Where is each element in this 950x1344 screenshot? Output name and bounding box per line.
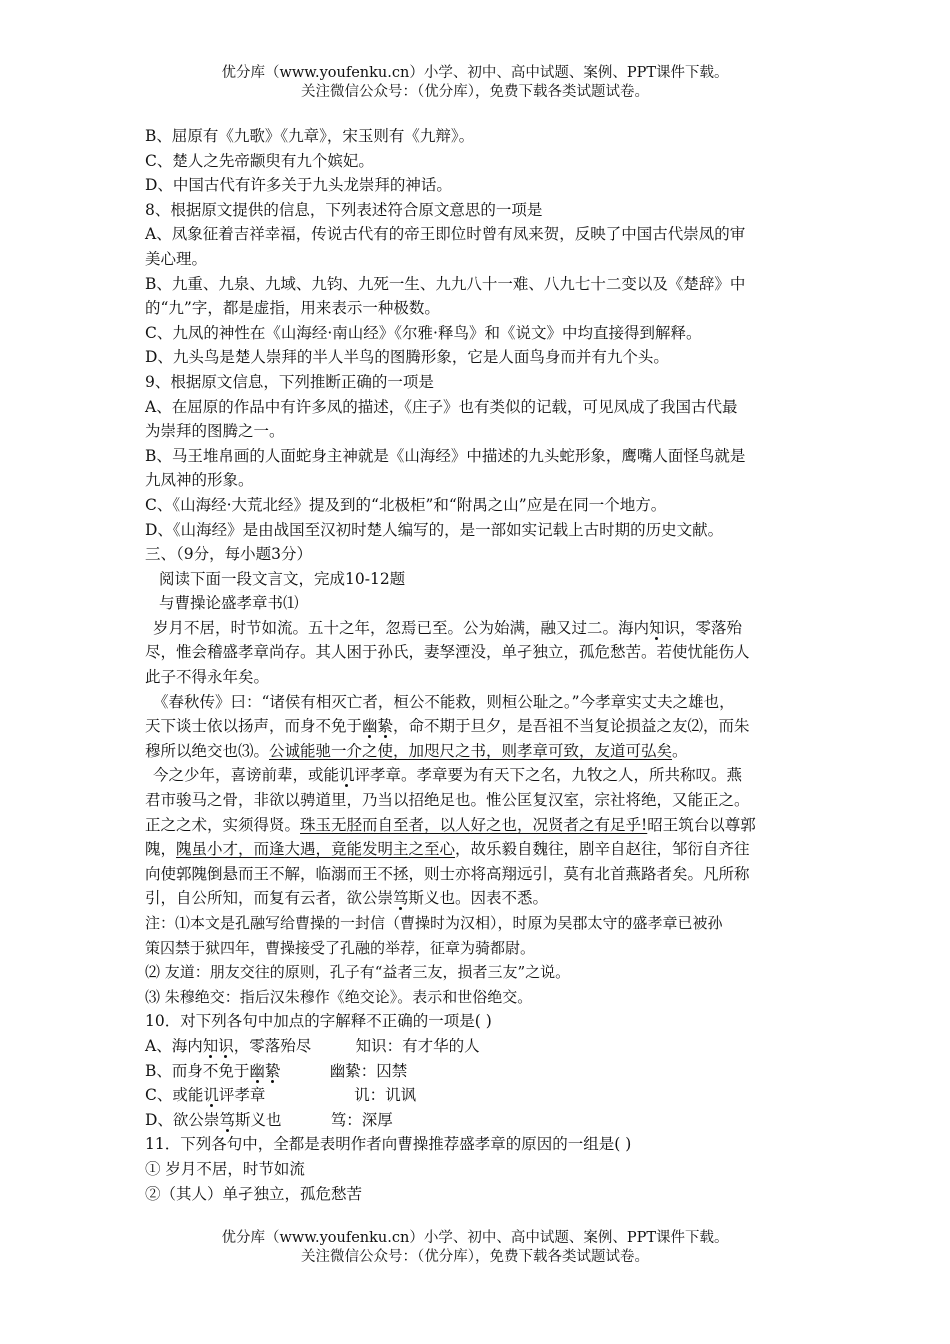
passage-line: 岁月不居，时节如流。五十之年，忽焉已至。公为始满，融又过二。海内知识，零落殆 [153,618,743,637]
passage-line: 穆所以绝交也⑶。公诚能驰一介之使，加咫尺之书，则孝章可致，友道可弘矣。 [145,741,688,760]
underlined-sentence: 公诚能驰一介之使，加咫尺之书，则孝章可致，友道可弘矣 [269,741,673,760]
option-a-q8-cont: 美心理。 [145,249,208,268]
option-a-q10: A、海内知识，零落殆尽 知识：有才华的人 [145,1036,480,1055]
dotted-char: 识 [218,1036,234,1055]
underlined-sentence: 隗虽小才，而逢大遇，竟能发明主之至心 [176,840,456,859]
section-3-heading: 三、（9分，每小题3分） [145,545,312,564]
dotted-char: 幽 [362,717,378,736]
reading-instruction: 阅读下面一段文言文，完成10-12题 [159,569,406,588]
option-d-q9: D、《山海经》是由战国至汉初时楚人编写的，是一部如实记载上古时期的历史文献。 [145,520,724,539]
option-d-q7: D、中国古代有许多关于九头龙崇拜的神话。 [145,176,452,195]
underlined-sentence: 珠玉无胫而自至者，以人好之也，况贤者之有足乎! [300,815,648,834]
header-line-2: 关注微信公众号：（优分库），免费下载各类试题试卷。 [301,84,649,100]
option-b-q9: B、马王堆帛画的人面蛇身主神就是《山海经》中描述的九头蛇形象，鹰嘴人面怪鸟就是 [145,446,746,465]
question-10: 10．对下列各句中加点的字解释不正确的一项是( ) [145,1012,492,1031]
option-c-q8: C、九凤的神性在《山海经·南山经》《尔雅·释鸟》和《说文》中均直接得到解释。 [145,323,702,342]
dotted-char: 知 [202,1036,219,1055]
footer-line-1: 优分库（www.youfenku.cn）小学、初中、高中试题、案例、PPT课件下载。 [221,1230,729,1246]
dotted-char: 絷 [377,717,394,736]
dotted-char: 知 [649,618,665,637]
footnote-2: ⑵ 友道：朋友交往的原则，孔子有“益者三友，损者三友”之说。 [145,963,571,982]
page-header [0,64,950,102]
option-a-q9-cont: 为崇拜的图腾之一。 [145,422,285,441]
dotted-char: 讥 [203,1086,219,1105]
passage-line: 君市骏马之骨，非欲以骋道里，乃当以招绝足也。惟公匡复汉室，宗社将绝，又能正之。 [145,791,750,810]
option-b-q9-cont: 九凤神的形象。 [145,471,254,490]
option-a-q9: A、在屈原的作品中有许多凤的描述，《庄子》也有类似的记载，可见凤成了我国古代最 [145,397,738,416]
option-c-q7: C、楚人之先帝颛臾有九个嫔妃。 [145,151,374,170]
footnote-1-cont: 策囚禁于狱四年，曹操接受了孔融的举荐，征章为骑都尉。 [145,938,536,957]
passage-line: 引，自公所知，而复有云者，欲公崇笃斯义也。因表不悉。 [145,889,549,908]
header-line-1: 优分库（www.youfenku.cn）小学、初中、高中试题、案例、PPT课件下载。 [221,65,729,81]
dotted-char: 笃 [219,1110,235,1129]
passage-line: 《春秋传》曰：“诸侯有相灭亡者，桓公不能救，则桓公耻之。”今孝章实丈夫之雄也， [153,692,735,711]
passage-line: 天下谈士依以扬声，而身不免于幽絷，命不期于旦夕，是吾祖不当复论损益之友⑵，而朱 [145,717,750,736]
question-9: 9、根据原文信息，下列推断正确的一项是 [145,372,434,391]
dotted-char: 讥 [339,766,355,785]
dotted-char: 絷 [264,1061,281,1080]
question-8: 8、根据原文提供的信息，下列表述符合原文意思的一项是 [145,200,543,219]
passage-line: 此子不得永年矣。 [145,668,270,687]
option-d-q8: D、九头鸟是楚人崇拜的半人半鸟的图腾形象，它是人面鸟身而并有九个头。 [145,348,669,367]
option-b-q7: B、屈原有《九歌》《九章》，宋玉则有《九辩》。 [145,127,475,145]
page-footer [0,1229,950,1267]
passage-title: 与曹操论盛孝章书⑴ [159,594,299,613]
option-b-q8: B、九重、九泉、九域、九钧、九死一生、九九八十一难、八九七十二变以及《楚辞》中 [145,274,746,293]
option-c-q9: C、《山海经·大荒北经》提及到的“北极柜”和“附禺之山”应是在同一个地方。 [145,495,667,514]
dotted-char: 幽 [249,1061,265,1080]
option-c-q10: C、或能讥评孝章 讥：讥讽 [145,1086,417,1105]
footnote-1: 注：⑴本文是孔融写给曹操的一封信（曹操时为汉相），时原为吴郡太守的盛孝章已被孙 [145,914,723,932]
q11-item-2: ②（其人）单孑独立，孤危愁苦 [145,1184,363,1203]
footnote-3: ⑶ 朱穆绝交：指后汉朱穆作《绝交论》。表示和世俗绝交。 [145,987,533,1006]
passage-line: 正之之术，实须得贤。珠玉无胫而自至者，以人好之也，况贤者之有足乎!昭王筑台以尊郭 [145,815,756,834]
option-b-q8-cont: 的“九”字，都是虚指，用来表示一种极数。 [145,299,440,318]
option-a-q8: A、凤象征着吉祥幸福，传说古代有的帝王即位时曾有凤来贺，反映了中国古代崇凤的审 [145,225,746,244]
option-b-q10: B、而身不免于幽絷 幽絷：囚禁 [145,1061,408,1080]
passage-line: 尽，惟会稽盛孝章尚存。其人困于孙氏，妻孥湮没，单孑独立，孤危愁苦。若使忧能伤人 [145,643,750,662]
document-body [145,124,825,1206]
footer-line-2: 关注微信公众号：（优分库），免费下载各类试题试卷。 [301,1249,649,1265]
passage-line: 今之少年，喜谤前辈，或能讥评孝章。孝章要为有天下之名，九牧之人，所共称叹。燕 [153,766,743,785]
passage-line: 向使郭隗倒悬而王不解，临溺而王不拯，则士亦将高翔远引，莫有北首燕路者矣。凡所称 [145,864,750,883]
question-11: 11．下列各句中，全都是表明作者向曹操推荐盛孝章的原因的一组是( ) [145,1135,632,1154]
dotted-char: 笃 [393,889,409,908]
option-d-q10: D、欲公崇笃斯义也 笃：深厚 [145,1110,393,1129]
q11-item-1: ① 岁月不居，时节如流 [145,1159,305,1178]
passage-line: 隗，隗虽小才，而逢大遇，竟能发明主之至心，故乐毅自魏往，剧辛自赵往，邹衍自齐往 [145,840,750,859]
